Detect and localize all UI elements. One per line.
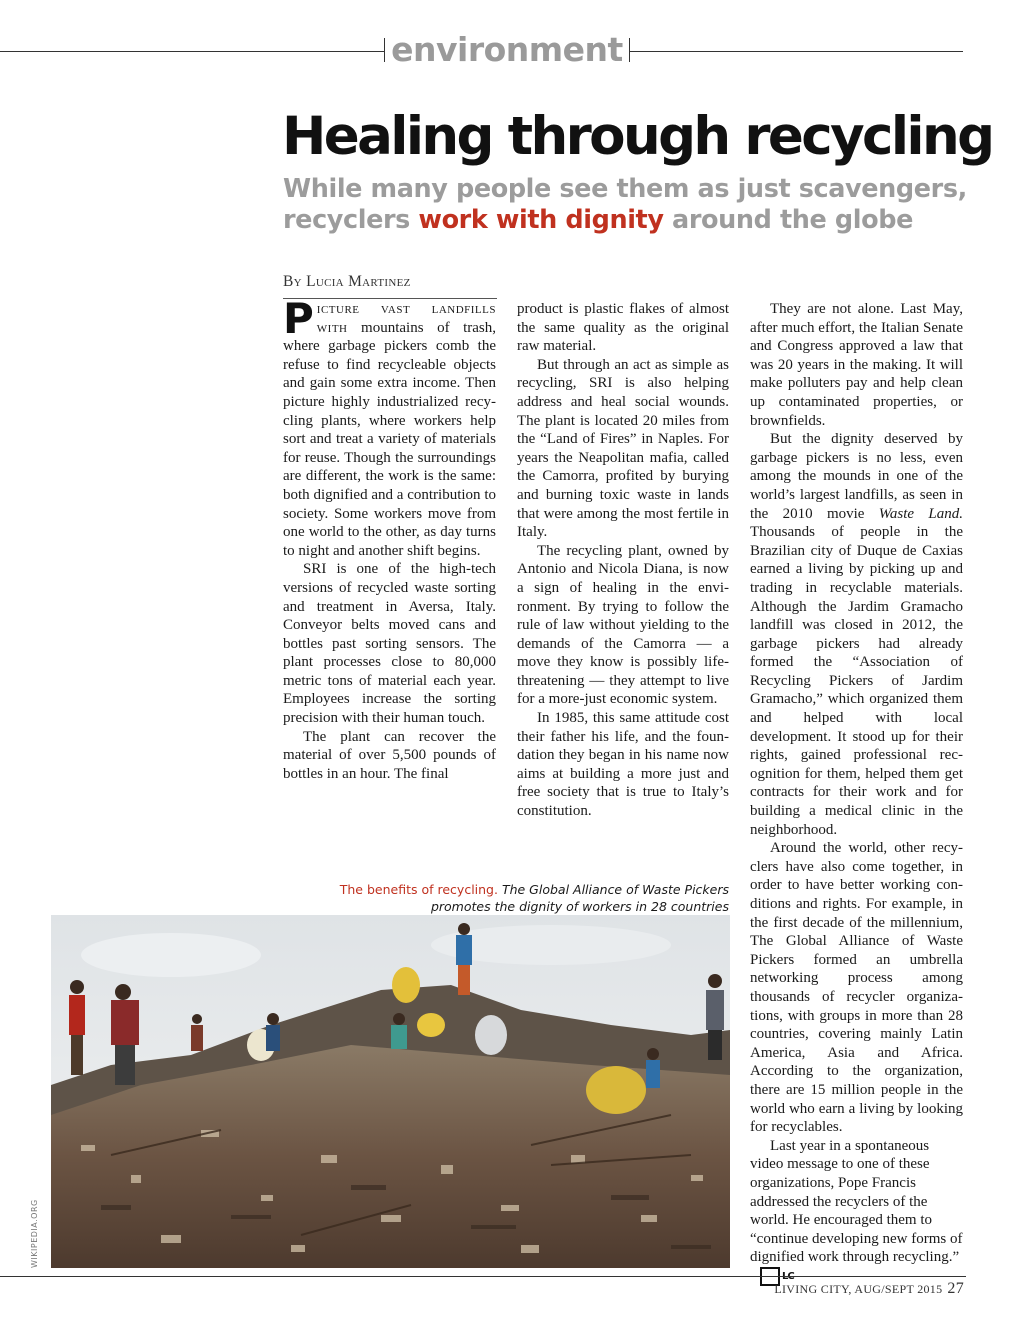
article-column-1 [283,294,496,783]
page-footer [774,1280,964,1298]
page-number: 27 [947,1280,964,1297]
drop-cap: P [283,294,314,343]
lead-in: icture vast landfills with [316,301,496,336]
subhead [283,174,983,236]
paragraph: Around the world, other recyclers have also come together, in order to have better working conditions and rights. For example, in the first decade of the millennium, The Global Alliance of Waste Pickers formed an umbrella networking process among thousands of recycler organizations, with groups in more than 28 countries, covering mainly Latin America, Asia and Africa. According to the organization, there are 15 million people in the world who earn a living by looking for recyclables. [750,840,963,1136]
paragraph-text: mountains of trash, where garbage pickers comb the refuse to find recycleable objects and gain some extra income. Then picture highly industrialized recycling plants, where workers help sort and treat a variety of materials for reuse. Though the surroundings are different, the work is the same: both dignified and a contribution to society. Some workers move from one world to the other, as day turns to night and another shift begins. [283,319,496,559]
paragraph: product is plastic flakes of almost the same quality as the original raw material. [517,301,729,355]
header-tick-left [384,38,385,62]
paragraph: The plant can recover the material of over 5,500 pounds of bottles in an hour. The final [283,728,496,782]
header-rule-right [629,51,963,52]
section-label: environment [391,30,623,69]
footer-rule [0,1276,966,1277]
landfill-photo [51,915,730,1268]
paragraph: SRI is one of the high-tech versions of recycled waste sorting and treatment in Aversa, Italy. Conveyor belts moved cans and bottles past sorting sensors. The plant processes close to 80,000 metric tons of material each year. Employees increase the sorting precision with their human touch. [283,561,496,727]
article-column-2 [517,300,729,821]
landfill-illustration [51,915,730,1268]
subhead-part: While many people see them as just scavengers, recyclers [283,174,967,235]
header-rule-left [0,51,384,52]
article-column-3 [750,300,963,1286]
paragraph-text: Last year in a spontaneous video message to one of these organizations, Pope Francis addressed the recyclers of the world. He encouraged them to “continue developing new forms of dignified work through recycling.” [750,1137,963,1266]
headline: Healing through recycling [282,106,993,167]
caption-text: The Global Alliance of Waste Pickers promotes the dignity of workers in 28 countries [430,882,729,914]
paragraph-text: But the dignity deserved by garbage pickers is no less, even among the mounds in one of the world’s largest landfills, as seen in the 2010 movie [750,431,963,522]
publication-name: LIVING CITY, AUG/SEPT 2015 [774,1282,943,1296]
paragraph [750,430,963,839]
paragraph [750,1137,963,1286]
paragraph: They are not alone. Last May, after much effort, the Italian Senate and Congress approved a law that was 20 years in the making. It will make polluters pay and help clean up contaminated properties, or brownfields. [750,301,963,429]
byline-author: Lucia Martinez [306,273,411,290]
paragraph: In 1985, this same attitude cost their father his life, and the foundation they began in his name now aims at building a more just and free society that is true to Italy’s constitution. [517,710,729,820]
subhead-accent: work with dignity [418,205,664,235]
movie-title: Waste Land. [878,505,963,522]
byline-by: By [283,273,307,290]
caption-lead: The benefits of recycling. [339,882,498,897]
paragraph-text: Thousands of people in the Brazilian city of Duque de Caxias earned a living by picking up and trading in recyclable materials. Although the Jardim Gramacho landfill was closed in 2012, the garbage pickers had already formed the “Association of Recycling Pickers of Jardim Gramacho,” which organized them and helped with local development. It stood up for their rights, gained professional recognition for them, helped them get contracts for their work and for building a medical clinic in the neighborhood. [750,524,963,838]
photo-caption [330,882,729,915]
paragraph [283,294,496,560]
subhead-part: around the globe [663,205,913,235]
paragraph: But through an act as simple as recycling, SRI is also helping address and heal social wounds. The plant is located 20 miles from the “Land of Fires” in Naples. For years the Neapolitan mafia, called the Camorra, profited by burying and burning toxic waste in lands that were among the most fertile in Italy. [517,356,729,541]
header-tick-right [629,38,630,62]
photo-credit: WIKIPEDIA.ORG [30,1199,39,1268]
paragraph: The recycling plant, owned by Antonio and Nicola Diana, is now a sign of healing in the environment. By trying to follow the rule of law without yielding to the demands of the Camorra — a move they know is possibly life-threatening — they attempt to live for a more-just economic system. [517,542,729,708]
byline [283,272,497,299]
